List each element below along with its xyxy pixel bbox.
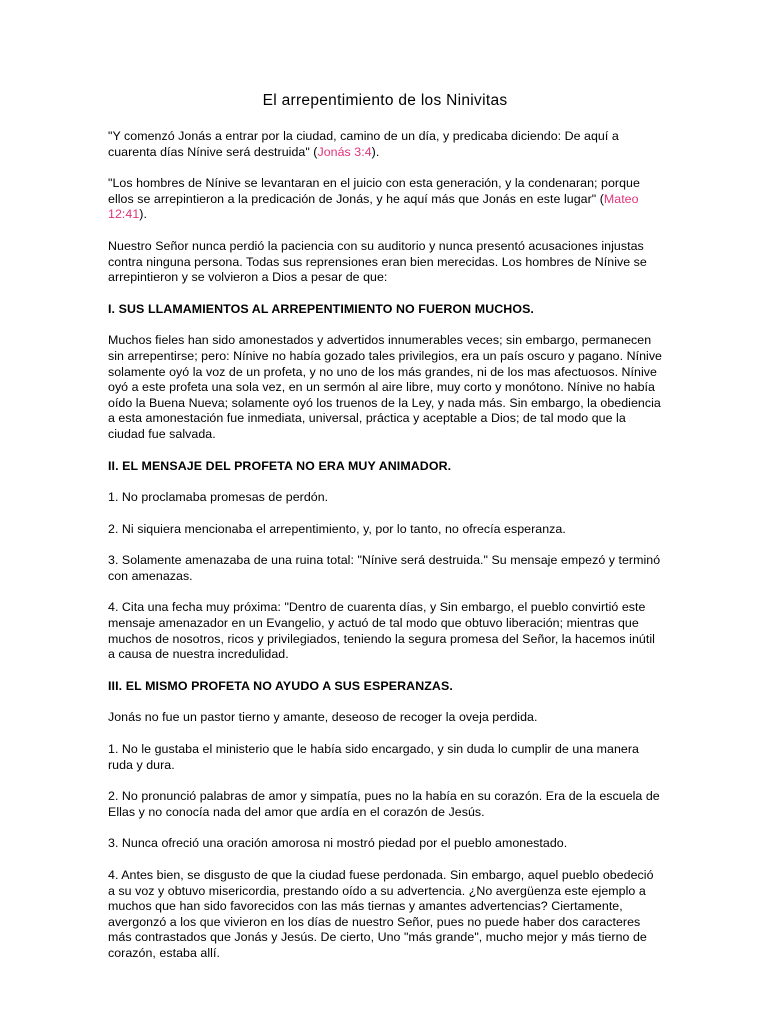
section-1-body: Muchos fieles han sido amonestados y advertidos innumerables veces; sin embargo, permanecen sin arrepentirse; pero: Nínive no había gozado tales privilegios, era un país oscuro y pagano. Nínive solamente oyó la voz de un profeta, y no uno de los más grandes, ni de los mas afectuosos. Nínive oyó a este profeta una sola vez, en un sermón al aire libre, muy corto y monótono. Nínive no había oído la Buena Nueva; solamente oyó los truenos de la Ley, y nada más. Sin embargo, la obediencia a esta amonestación fue inmediata, universal, práctica y aceptable a Dios; de tal modo que la ciudad fue salvada. [108, 333, 663, 441]
document-page [108, 92, 662, 978]
section-2-item: 2. Ni siquiera mencionaba el arrepentimiento, y, por lo tanto, no ofrecía esperanza. [108, 521, 566, 536]
quote-mateo [108, 176, 662, 223]
scripture-link-mateo[interactable]: Mateo 12:41 [108, 191, 639, 222]
section-heading-1: I. SUS LLAMAMIENTOS AL ARREPENTIMIENTO NO FUERON MUCHOS. [108, 301, 534, 316]
quote-jonas-closing: ). [371, 144, 380, 159]
intro-paragraph: Nuestro Señor nunca perdió la paciencia con su auditorio y nunca presentó acusaciones injustas contra ninguna persona. Todas sus reprensiones eran bien merecidas. Los hombres de Nínive se arrepintieron y se volvieron a Dios a pesar de que: [108, 238, 647, 285]
section-2-item: 1. No proclamaba promesas de perdón. [108, 490, 329, 505]
section-2-item: 4. Cita una fecha muy próxima: "Dentro de cuarenta días, y Sin embargo, el pueblo convirtió este mensaje amenazador en un Evangelio, y actuó de tal modo que obtuvo liberación; mientras que muchos de nosotros, ricos y privilegiados, teniendo la segura promesa del Señor, la hacemos inútil a causa de nuestra incredulidad. [108, 600, 655, 662]
quote-jonas [108, 129, 662, 160]
quote-jonas-text: "Y comenzó Jonás a entrar por la ciudad, camino de un día, y predicaba diciendo: De aquí a cuarenta días Nínive será destruida" ( [108, 129, 619, 159]
page-title: El arrepentimiento de los Ninivitas [262, 92, 508, 109]
section-3-item: 1. No le gustaba el ministerio que le había sido encargado, y sin duda lo cumplir de una manera ruda y dura. [108, 742, 639, 772]
section-3-item: 3. Nunca ofreció una oración amorosa ni mostró piedad por el pueblo amonestado. [108, 836, 568, 851]
section-2-item: 3. Solamente amenazaba de una ruina total: "Nínive será destruida." Su mensaje empezó y terminó con amenazas. [108, 553, 661, 583]
section-3-item: 4. Antes bien, se disgusto de que la ciudad fuese perdonada. Sin embargo, aquel pueblo obedeció a su voz y obtuvo misericordia, prestando oído a su advertencia. ¿No avergüenza este ejemplo a muchos que han sido favorecidos con las más tiernas y amantes advertencias? Ciertamente, avergonzó a los que vivieron en los días de nuestro Señor, pues no puede haber dos caracteres más contrastados que Jonás y Jesús. De cierto, Uno "más grande", mucho mejor y más tierno de corazón, estaba allí. [108, 868, 654, 960]
section-3-item: 2. No pronunció palabras de amor y simpatía, pues no la había en su corazón. Era de la escuela de Ellas y no conocía nada del amor que ardía en el corazón de Jesús. [108, 789, 660, 819]
scripture-link-jonas[interactable]: Jonás 3:4 [317, 144, 372, 159]
quote-mateo-closing: ). [139, 207, 147, 222]
section-3-intro: Jonás no fue un pastor tierno y amante, deseoso de recoger la oveja perdida. [108, 710, 538, 725]
section-heading-2: II. EL MENSAJE DEL PROFETA NO ERA MUY ANIMADOR. [108, 458, 452, 473]
quote-mateo-text: "Los hombres de Nínive se levantaran en el juicio con esta generación, y la condenaran; porque ellos se arrepintieron a la predicación de Jonás, y he aquí más que Jonás en este lugar" ( [108, 176, 640, 206]
section-heading-3: III. EL MISMO PROFETA NO AYUDO A SUS ESPERANZAS. [108, 678, 453, 693]
